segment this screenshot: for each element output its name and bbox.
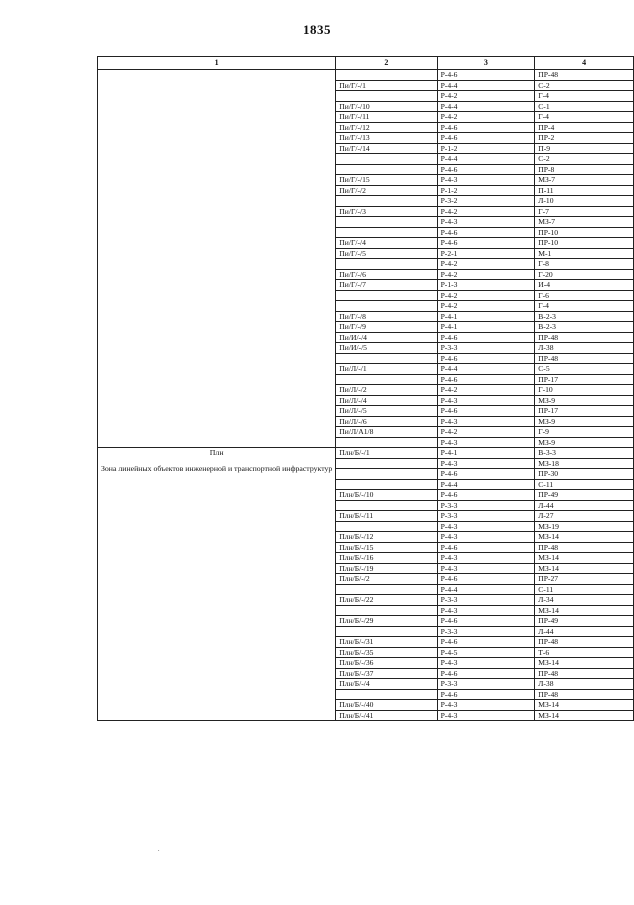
territory-code-cell [336, 689, 437, 700]
category-code-cell: ПР-48 [535, 689, 634, 700]
territory-code-cell: Пи/Г/-/12 [336, 122, 437, 133]
table-row [98, 448, 634, 459]
regulation-code-cell: Р-4-4 [437, 584, 535, 595]
category-code-cell: Г-7 [535, 206, 634, 217]
category-code-cell: МЗ-14 [535, 700, 634, 711]
category-code-cell: Л-34 [535, 595, 634, 606]
regulation-code-cell: Р-4-2 [437, 269, 535, 280]
territory-code-cell [336, 626, 437, 637]
regulation-code-cell: Р-4-4 [437, 364, 535, 375]
territory-code-cell: Пи/Л/-/5 [336, 406, 437, 417]
category-code-cell: МЗ-9 [535, 437, 634, 448]
territory-code-cell: Плн/Б/-/16 [336, 553, 437, 564]
territory-code-cell: Пи/Г/-/9 [336, 322, 437, 333]
category-code-cell: МЗ-14 [535, 658, 634, 669]
regulation-code-cell: Р-4-3 [437, 563, 535, 574]
regulation-code-cell: Р-4-3 [437, 605, 535, 616]
zone-description: Зона линейных объектов инженерной и транспортной инфраструктур [101, 464, 333, 473]
territory-code-cell: Плн/Б/-/19 [336, 563, 437, 574]
category-code-cell: Л-38 [535, 679, 634, 690]
regulation-code-cell: Р-4-2 [437, 259, 535, 270]
category-code-cell: Л-44 [535, 500, 634, 511]
territory-code-cell: Пи/Г/-/5 [336, 248, 437, 259]
page-number: 1835 [303, 22, 331, 37]
category-code-cell: МЗ-14 [535, 563, 634, 574]
territory-code-cell: Плн/Б/-/31 [336, 637, 437, 648]
category-code-cell: ПР-10 [535, 238, 634, 249]
category-code-cell: Г-20 [535, 269, 634, 280]
category-code-cell: ПР-48 [535, 668, 634, 679]
regulation-code-cell: Р-4-6 [437, 238, 535, 249]
territory-code-cell [336, 154, 437, 165]
territory-code-cell: Плн/Б/-/37 [336, 668, 437, 679]
header-col-1: 1 [98, 57, 336, 70]
territory-code-cell: Пи/Л/-/2 [336, 385, 437, 396]
regulation-code-cell: Р-3-3 [437, 626, 535, 637]
category-code-cell: Г-6 [535, 290, 634, 301]
territory-code-cell: Пи/Г/-/1 [336, 80, 437, 91]
category-code-cell: С-11 [535, 584, 634, 595]
regulation-code-cell: Р-4-6 [437, 490, 535, 501]
regulation-code-cell: Р-4-6 [437, 353, 535, 364]
regulation-code-cell: Р-1-3 [437, 280, 535, 291]
territory-code-cell: Пи/Г/-/10 [336, 101, 437, 112]
category-code-cell: Г-4 [535, 91, 634, 102]
category-code-cell: МЗ-14 [535, 710, 634, 721]
category-code-cell: МЗ-14 [535, 553, 634, 564]
stray-mark: . [158, 847, 160, 853]
territory-code-cell: Пи/Г/-/2 [336, 185, 437, 196]
regulation-code-cell: Р-4-3 [437, 217, 535, 228]
category-code-cell: С-2 [535, 80, 634, 91]
category-code-cell: ПР-48 [535, 70, 634, 81]
regulation-code-cell: Р-4-4 [437, 101, 535, 112]
territory-code-cell: Плн/Б/-/2 [336, 574, 437, 585]
territory-code-cell: Плн/Б/-/15 [336, 542, 437, 553]
regulation-code-cell: Р-4-6 [437, 542, 535, 553]
regulation-code-cell: Р-4-3 [437, 437, 535, 448]
territory-code-cell [336, 437, 437, 448]
regulation-code-cell: Р-4-2 [437, 427, 535, 438]
regulation-code-cell: Р-4-3 [437, 710, 535, 721]
regulation-code-cell: Р-3-2 [437, 196, 535, 207]
territory-code-cell: Пи/Г/-/15 [336, 175, 437, 186]
table-row [98, 70, 634, 81]
category-code-cell: Л-38 [535, 343, 634, 354]
territory-code-cell: Пи/Г/-/7 [336, 280, 437, 291]
regulation-code-cell: Р-4-3 [437, 700, 535, 711]
territory-code-cell: Плн/Б/-/40 [336, 700, 437, 711]
category-code-cell: ПР-48 [535, 332, 634, 343]
category-code-cell: ПР-48 [535, 353, 634, 364]
category-code-cell: Л-10 [535, 196, 634, 207]
category-code-cell: ПР-10 [535, 227, 634, 238]
territory-code-cell: Плн/Б/-/22 [336, 595, 437, 606]
category-code-cell: Л-44 [535, 626, 634, 637]
category-code-cell: С-11 [535, 479, 634, 490]
regulation-code-cell: Р-4-3 [437, 532, 535, 543]
territory-code-cell [336, 500, 437, 511]
category-code-cell: ПР-8 [535, 164, 634, 175]
header-col-4: 4 [535, 57, 634, 70]
category-code-cell: В-2-3 [535, 311, 634, 322]
regulation-code-cell: Р-4-6 [437, 469, 535, 480]
regulation-code-cell: Р-3-3 [437, 595, 535, 606]
category-code-cell: ПР-27 [535, 574, 634, 585]
table-body [98, 70, 634, 721]
category-code-cell: ПР-49 [535, 616, 634, 627]
territory-code-cell [336, 479, 437, 490]
territory-code-cell: Пи/Л/-/6 [336, 416, 437, 427]
regulation-code-cell: Р-4-3 [437, 521, 535, 532]
category-code-cell: И-4 [535, 280, 634, 291]
regulation-code-cell: Р-4-6 [437, 374, 535, 385]
regulation-code-cell: Р-4-3 [437, 175, 535, 186]
territory-code-cell: Плн/Б/-/4 [336, 679, 437, 690]
territory-code-cell [336, 374, 437, 385]
territory-code-cell [336, 70, 437, 81]
regulation-code-cell: Р-4-2 [437, 91, 535, 102]
territory-code-cell [336, 259, 437, 270]
category-code-cell: Г-4 [535, 301, 634, 312]
category-code-cell: ПР-4 [535, 122, 634, 133]
territory-code-cell [336, 521, 437, 532]
regulation-code-cell: Р-4-6 [437, 122, 535, 133]
category-code-cell: Т-6 [535, 647, 634, 658]
category-code-cell: ПР-48 [535, 637, 634, 648]
category-code-cell: МЗ-9 [535, 416, 634, 427]
regulation-code-cell: Р-4-3 [437, 395, 535, 406]
category-code-cell: ПР-48 [535, 542, 634, 553]
regulation-code-cell: Р-4-2 [437, 290, 535, 301]
category-code-cell: МЗ-7 [535, 217, 634, 228]
regulation-code-cell: Р-3-3 [437, 343, 535, 354]
territory-code-cell [336, 353, 437, 364]
regulation-code-cell: Р-3-3 [437, 511, 535, 522]
category-code-cell: Г-4 [535, 112, 634, 123]
regulation-code-cell: Р-4-6 [437, 70, 535, 81]
regulation-code-cell: Р-3-3 [437, 500, 535, 511]
zone-code: Плн [209, 448, 224, 457]
zone-cell-empty [98, 70, 336, 448]
category-code-cell: МЗ-19 [535, 521, 634, 532]
regulation-code-cell: Р-4-1 [437, 322, 535, 333]
category-code-cell: Л-27 [535, 511, 634, 522]
category-code-cell: М-1 [535, 248, 634, 259]
regulation-code-cell: Р-4-6 [437, 332, 535, 343]
category-code-cell: В-3-3 [535, 448, 634, 459]
territory-code-cell [336, 164, 437, 175]
regulation-code-cell: Р-4-2 [437, 301, 535, 312]
regulation-code-cell: Р-4-1 [437, 311, 535, 322]
regulation-code-cell: Р-4-6 [437, 574, 535, 585]
category-code-cell: С-1 [535, 101, 634, 112]
territory-code-cell [336, 196, 437, 207]
regulation-code-cell: Р-4-4 [437, 154, 535, 165]
regulation-code-cell: Р-4-6 [437, 616, 535, 627]
header-row [98, 57, 634, 70]
regulation-code-cell: Р-4-6 [437, 689, 535, 700]
territory-code-cell: Плн/Б/-/12 [336, 532, 437, 543]
header-col-2: 2 [336, 57, 437, 70]
territory-code-cell: Пи/Г/-/13 [336, 133, 437, 144]
header-col-3: 3 [437, 57, 535, 70]
category-code-cell: МЗ-18 [535, 458, 634, 469]
territory-code-cell: Пи/Л/-/4 [336, 395, 437, 406]
regulation-code-cell: Р-3-3 [437, 679, 535, 690]
territory-code-cell: Плн/Б/-/36 [336, 658, 437, 669]
territory-code-cell [336, 469, 437, 480]
territory-code-cell [336, 227, 437, 238]
regulation-code-cell: Р-4-6 [437, 637, 535, 648]
zone-cell [98, 448, 336, 721]
regulation-code-cell: Р-4-2 [437, 112, 535, 123]
territory-code-cell: Пи/Г/-/3 [336, 206, 437, 217]
category-code-cell: Г-9 [535, 427, 634, 438]
territory-code-cell: Пи/Г/-/6 [336, 269, 437, 280]
territory-code-cell: Пи/И/-/4 [336, 332, 437, 343]
category-code-cell: С-5 [535, 364, 634, 375]
regulation-code-cell: Р-4-6 [437, 227, 535, 238]
category-code-cell: Г-8 [535, 259, 634, 270]
regulation-code-cell: Р-1-2 [437, 185, 535, 196]
regulation-code-cell: Р-4-3 [437, 553, 535, 564]
category-code-cell: ПР-2 [535, 133, 634, 144]
regulation-code-cell: Р-4-1 [437, 448, 535, 459]
territory-code-cell: Плн/Б/-/35 [336, 647, 437, 658]
territory-code-cell [336, 301, 437, 312]
regulation-code-cell: Р-4-6 [437, 668, 535, 679]
regulation-code-cell: Р-4-2 [437, 385, 535, 396]
regulation-code-cell: Р-2-1 [437, 248, 535, 259]
category-code-cell: ПР-17 [535, 374, 634, 385]
regulation-code-cell: Р-4-2 [437, 206, 535, 217]
regulation-code-cell: Р-4-3 [437, 416, 535, 427]
category-code-cell: ПР-30 [535, 469, 634, 480]
territory-code-cell: Плн/Б/-/29 [336, 616, 437, 627]
regulation-code-cell: Р-1-2 [437, 143, 535, 154]
territory-code-cell: Пи/Л/-/1 [336, 364, 437, 375]
category-code-cell: МЗ-9 [535, 395, 634, 406]
regulation-code-cell: Р-4-4 [437, 479, 535, 490]
category-code-cell: В-2-3 [535, 322, 634, 333]
territory-code-cell: Пи/Г/-/14 [336, 143, 437, 154]
territory-code-cell [336, 290, 437, 301]
territory-code-cell: Плн/Б/-/41 [336, 710, 437, 721]
territory-code-cell: Пи/И/-/5 [336, 343, 437, 354]
territory-code-cell [336, 458, 437, 469]
category-code-cell: П-11 [535, 185, 634, 196]
category-code-cell: МЗ-14 [535, 605, 634, 616]
territory-code-cell [336, 91, 437, 102]
regulation-code-cell: Р-4-4 [437, 80, 535, 91]
territory-code-cell: Пи/Л/А1/8 [336, 427, 437, 438]
territory-code-cell [336, 584, 437, 595]
category-code-cell: С-2 [535, 154, 634, 165]
zoning-table [97, 56, 634, 721]
territory-code-cell: Пи/Г/-/4 [336, 238, 437, 249]
category-code-cell: ПР-17 [535, 406, 634, 417]
category-code-cell: П-9 [535, 143, 634, 154]
category-code-cell: МЗ-7 [535, 175, 634, 186]
regulation-code-cell: Р-4-3 [437, 458, 535, 469]
territory-code-cell [336, 605, 437, 616]
category-code-cell: МЗ-14 [535, 532, 634, 543]
regulation-code-cell: Р-4-6 [437, 406, 535, 417]
category-code-cell: Г-10 [535, 385, 634, 396]
territory-code-cell: Пи/Г/-/8 [336, 311, 437, 322]
regulation-code-cell: Р-4-6 [437, 133, 535, 144]
territory-code-cell: Плн/Б/-/1 [336, 448, 437, 459]
territory-code-cell: Пи/Г/-/11 [336, 112, 437, 123]
regulation-code-cell: Р-4-5 [437, 647, 535, 658]
category-code-cell: ПР-49 [535, 490, 634, 501]
territory-code-cell: Плн/Б/-/11 [336, 511, 437, 522]
territory-code-cell: Плн/Б/-/10 [336, 490, 437, 501]
territory-code-cell [336, 217, 437, 228]
regulation-code-cell: Р-4-6 [437, 164, 535, 175]
regulation-code-cell: Р-4-3 [437, 658, 535, 669]
